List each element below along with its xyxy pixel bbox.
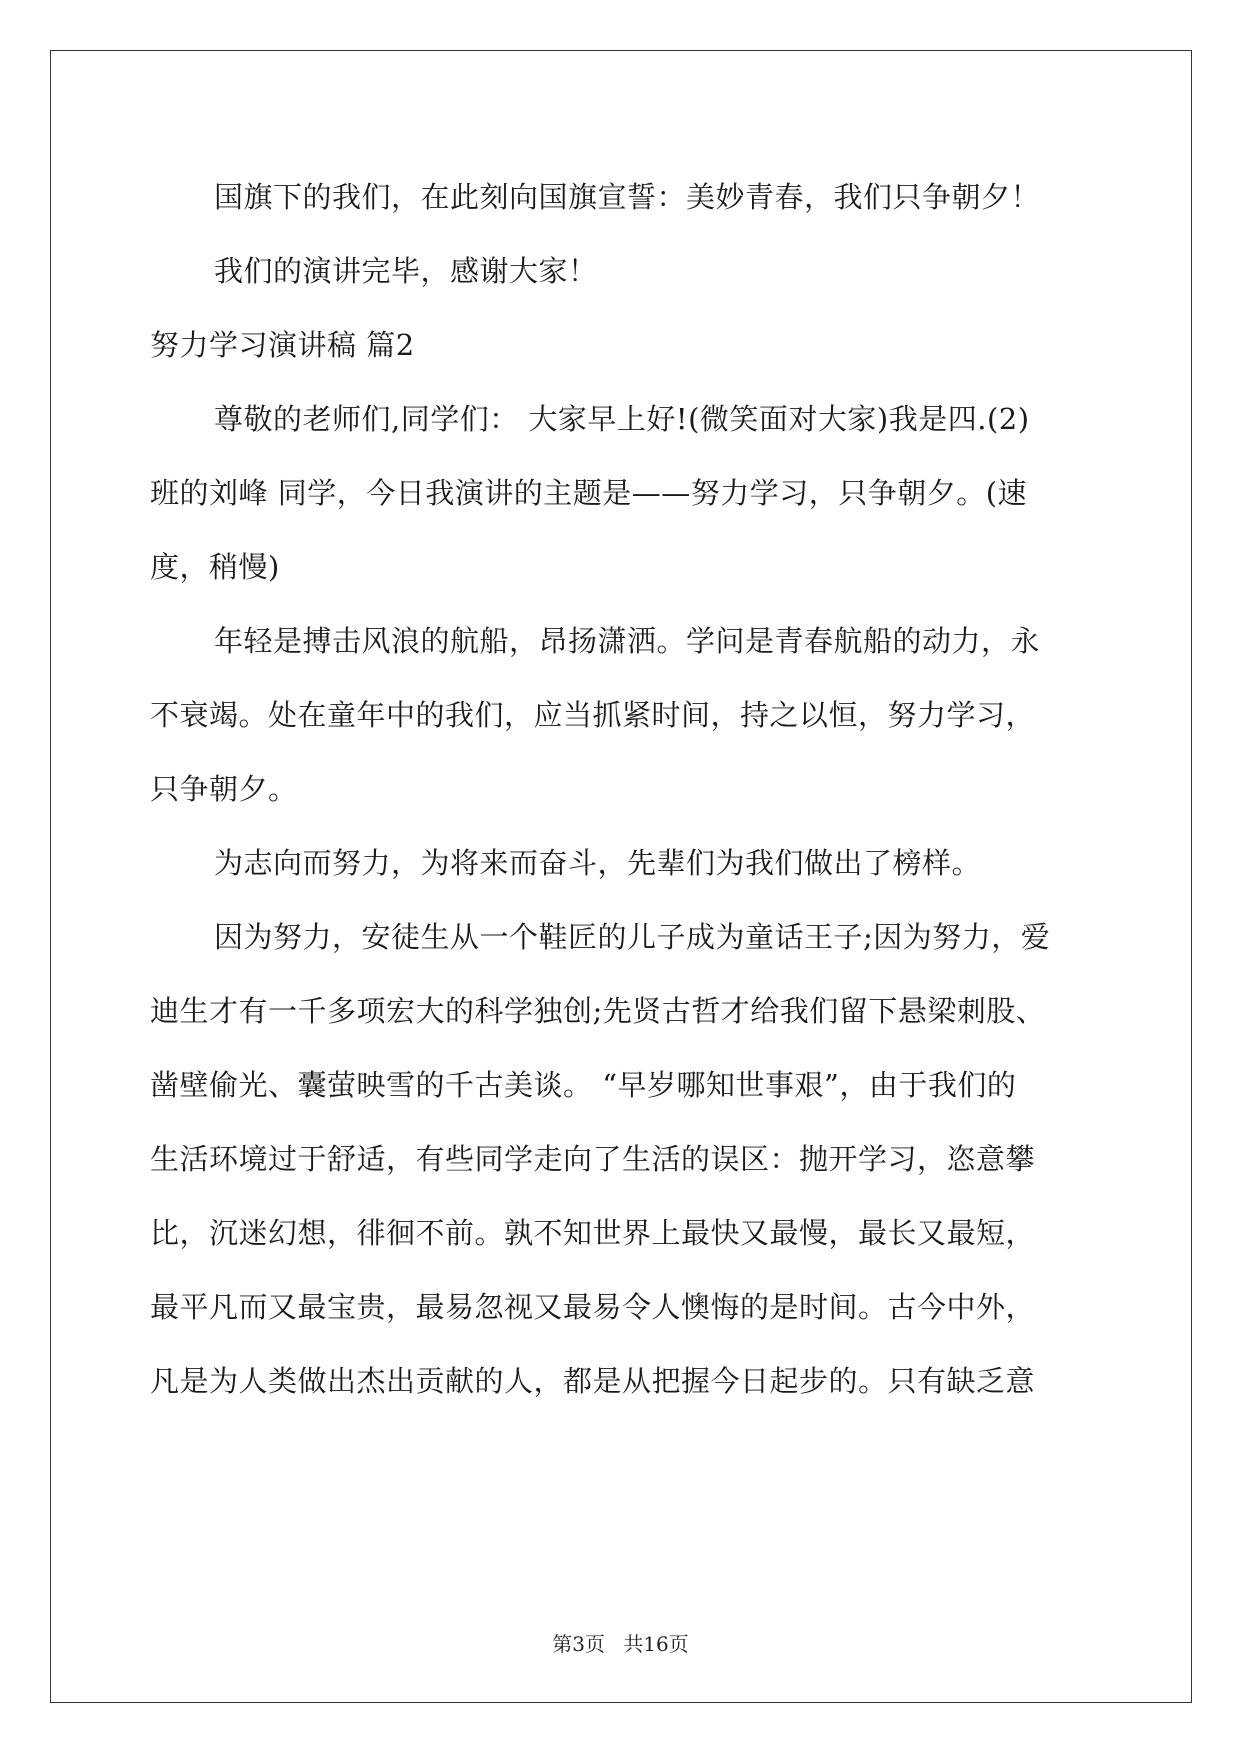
paragraph-line: 尊敬的老师们,同学们： 大家早上好!(微笑面对大家)我是四.(2) [214, 402, 1030, 436]
paragraph-line: 为志向而努力，为将来而奋斗，先辈们为我们做出了榜样。 [214, 846, 982, 880]
paragraph-line: 度，稍慢) [150, 550, 280, 584]
paragraph-line: 比，沉迷幻想，徘徊不前。孰不知世界上最快又最慢，最长又最短， [150, 1216, 1036, 1250]
paragraph-line: 迪生才有一千多项宏大的科学独创;先贤古哲才给我们留下悬梁刺股、 [150, 994, 1046, 1028]
paragraph-line: 年轻是搏击风浪的航船，昂扬潇洒。学问是青春航船的动力，永 [214, 624, 1041, 658]
page-footer [0, 1628, 1241, 1657]
page-number: 第3页 [552, 1632, 605, 1656]
paragraph-line: 因为努力，安徒生从一个鞋匠的儿子成为童话王子;因为努力，爱 [214, 920, 1051, 954]
document-body [150, 160, 1100, 1418]
paragraph-line: 我们的演讲完毕，感谢大家！ [214, 254, 598, 288]
paragraph-line: 最平凡而又最宝贵，最易忽视又最易令人懊悔的是时间。古今中外， [150, 1290, 1036, 1324]
section-heading: 努力学习演讲稿 篇2 [150, 328, 415, 362]
paragraph-line: 班的刘峰 同学，今日我演讲的主题是——努力学习，只争朝夕。(速 [150, 476, 1028, 510]
paragraph-line: 国旗下的我们，在此刻向国旗宣誓：美妙青春，我们只争朝夕！ [214, 180, 1041, 214]
page-total: 共16页 [623, 1632, 689, 1656]
paragraph-line: 不衰竭。处在童年中的我们，应当抓紧时间，持之以恒，努力学习， [150, 698, 1036, 732]
paragraph-line: 凿壁偷光、囊萤映雪的千古美谈。 “早岁哪知世事艰”，由于我们的 [150, 1068, 1017, 1102]
paragraph-line: 生活环境过于舒适，有些同学走向了生活的误区：抛开学习，恣意攀 [150, 1142, 1036, 1176]
paragraph-line: 凡是为人类做出杰出贡献的人，都是从把握今日起步的。只有缺乏意 [150, 1364, 1036, 1398]
paragraph-line: 只争朝夕。 [150, 772, 298, 806]
